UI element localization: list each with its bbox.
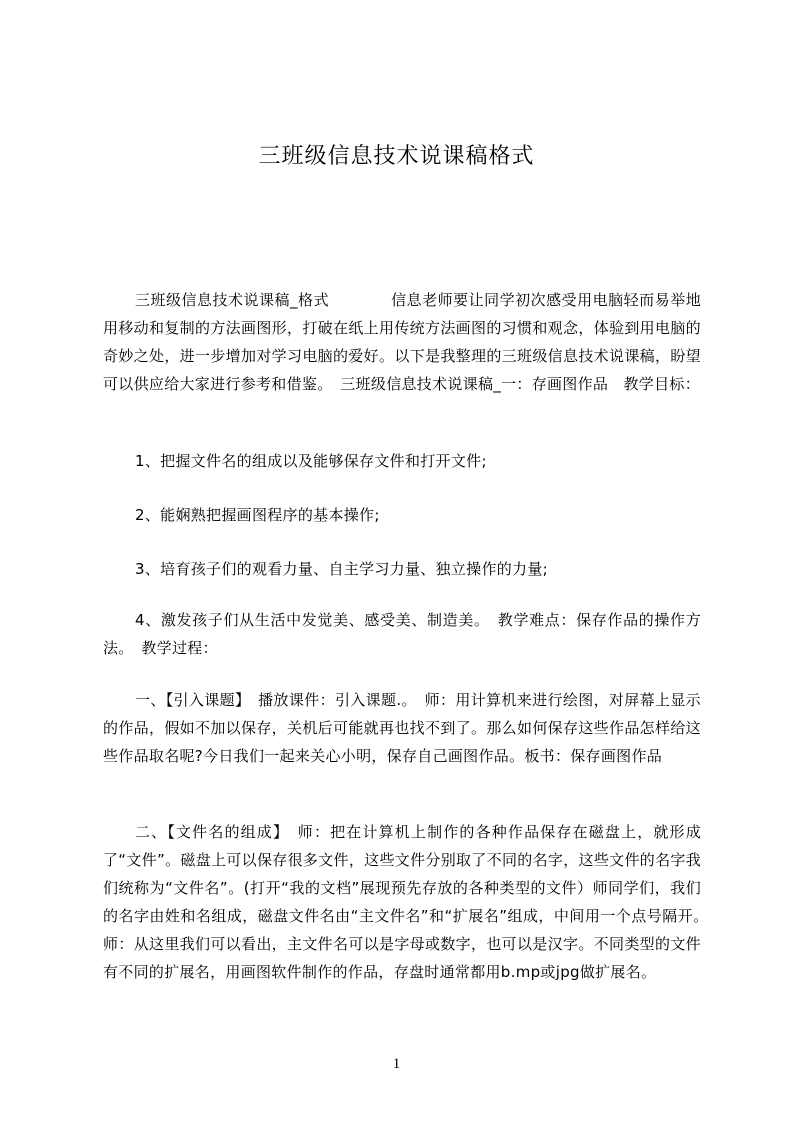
paragraph-section-intro: 一、【引入课题】 播放课件：引入课题.。 师：用计算机来进行绘图，对屏幕上显示的作品，假如不加以保存，关机后可能就再也找不到了。那么如何保存这些作品怎样给这些作品取名呢?今日我们一起来关心小明，保存自己画图作品。板书：保存画图作品 bbox=[103, 691, 701, 765]
paragraph-section-filename: 二、【文件名的组成】 师：把在计算机上制作的各种作品保存在磁盘上，就形成了“文件”。磁盘上可以保存很多文件，这些文件分别取了不同的名字，这些文件的名字我们统称为“文件名”。(打开“我的文档”展现预先存放的各种类型的文件）师同学们，我们的名字由姓和名组成，磁盘文件名由“主文件名”和“扩展名”组成，中间用一个点号隔开。 师：从这里我们可以看出，主文件名可以是字母或数字，也可以是汉字。不同类型的文件有不同的扩展名，用画图软件制作的作品，存盘时通常都用b.mp或jpg做扩展名。 bbox=[103, 823, 717, 981]
paragraph-intro: 三班级信息技术说课稿_格式 信息老师要让同学初次感受用电脑轻而易举地用移动和复制的方法画图形，打破在纸上用传统方法画图的习惯和观念，体验到用电脑的奇妙之处，进一步增加对学习电脑的爱好。以下是我整理的三班级信息技术说课稿，盼望可以供应给大家进行参考和借鉴。 三班级信息技术说课稿_一：存画图作品 教学目标： bbox=[103, 291, 701, 393]
paragraph-objective-3: 3、培育孩子们的观看力量、自主学习力量、独立操作的力量; bbox=[135, 560, 548, 578]
page-number: 1 bbox=[392, 1056, 401, 1072]
paragraph-objective-4: 4、激发孩子们从生活中发觉美、感受美、制造美。 教学难点：保存作品的操作方法。 教学过程： bbox=[103, 611, 701, 657]
document-title: 三班级信息技术说课稿格式 bbox=[258, 144, 535, 169]
paragraph-objective-2: 2、能娴熟把握画图程序的基本操作; bbox=[135, 506, 380, 524]
paragraph-objective-1: 1、把握文件名的组成以及能够保存文件和打开文件; bbox=[135, 452, 487, 470]
